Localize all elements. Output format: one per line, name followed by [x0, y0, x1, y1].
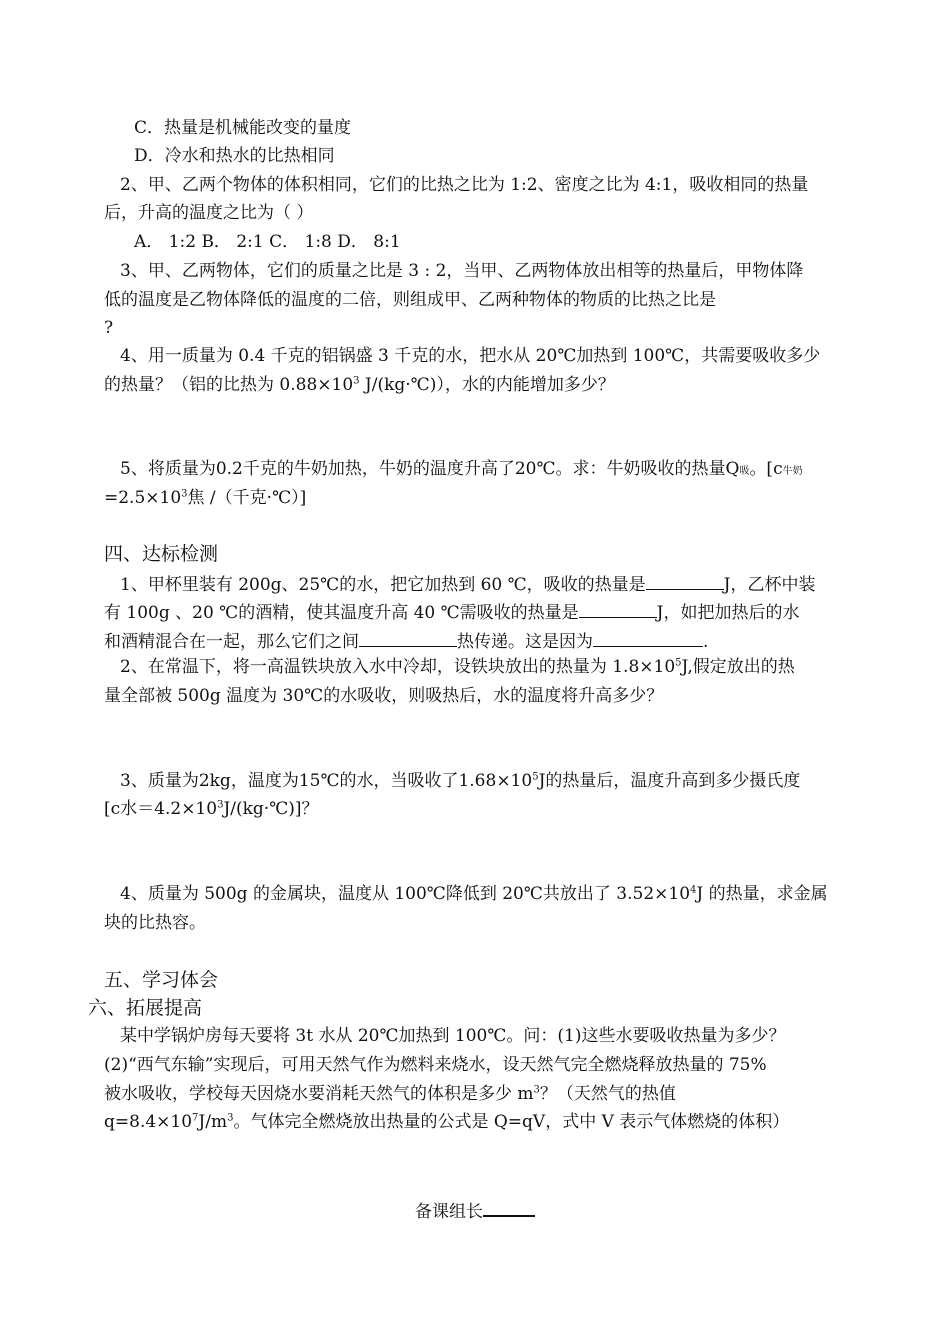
section-5-heading: 五、学习体会 — [104, 969, 219, 991]
text-segment: 3、质量为2kg，温度为15℃的水，当吸收了1.68×10 — [120, 771, 533, 791]
superscript: 5 — [675, 657, 682, 669]
text-segment: J，乙杯中装 — [723, 575, 816, 595]
s4-question-1-line-1 — [120, 573, 815, 595]
text-segment: J/m — [198, 1112, 228, 1132]
superscript: 3 — [533, 1084, 540, 1096]
question-3-line-1: 3、甲、乙两物体，它们的质量之比是 3 : 2，当甲、乙两物体放出相等的热量后，甲物体降 — [120, 261, 804, 281]
section-6-heading: 六、拓展提高 — [88, 997, 203, 1019]
s6-line-4 — [104, 1112, 789, 1132]
superscript: 3 — [217, 799, 224, 811]
text-segment: 有 100g 、20 ℃的酒精，使其温度升高 40 ℃需吸收的热量是 — [104, 603, 579, 623]
answer-blank[interactable] — [646, 573, 724, 590]
signature-label: 备课组长 — [415, 1202, 483, 1222]
text-segment: 和酒精混合在一起，那么它们之间 — [104, 632, 359, 652]
text-segment: J,假定放出的热 — [681, 657, 795, 677]
s4-question-4-line-1 — [120, 884, 828, 904]
answer-blank[interactable] — [359, 630, 457, 647]
text-segment: [c水＝4.2×10 — [104, 799, 218, 819]
superscript: 3 — [353, 375, 360, 387]
question-4-line-1: 4、用一质量为 0.4 千克的铝锅盛 3 千克的水，把水从 20℃加热到 100℃，共需要吸收多少 — [120, 346, 821, 366]
text-segment: . — [703, 632, 709, 652]
text-segment: J 的热量，求金属 — [696, 884, 828, 904]
text-segment: =2.5×10 — [104, 488, 182, 508]
s4-question-1-line-2 — [104, 601, 799, 623]
superscript: 5 — [532, 771, 539, 783]
text-segment: 热传递。这是因为 — [457, 632, 593, 652]
text-segment: J的热量后，温度升高到多少摄氏度 — [538, 771, 801, 791]
answer-blank[interactable] — [593, 630, 703, 647]
text-segment: 的热量？（铝的比热为 0.88×10 — [104, 375, 354, 395]
text-segment: J/(kg·℃)），水的内能增加多少？ — [359, 375, 615, 395]
s4-question-2-line-2: 量全部被 500g 温度为 30℃的水吸收，则吸热后，水的温度将升高多少？ — [104, 686, 664, 706]
option-c: C．热量是机械能改变的量度 — [134, 118, 352, 138]
question-2-line-1: 2、甲、乙两个物体的体积相同，它们的比热之比为 1:2、密度之比为 4:1，吸收相同的热量 — [120, 175, 809, 195]
text-segment: 被水吸收，学校每天因烧水要消耗天然气的体积是多少 m — [104, 1084, 534, 1104]
text-segment: 4、质量为 500g 的金属块，温度从 100℃降低到 20℃共放出了 3.52×10 — [120, 884, 691, 904]
s6-line-2: (2)“西气东输”实现后，可用天然气作为燃料来烧水，设天然气完全燃烧释放热量的 75% — [104, 1055, 767, 1075]
text-segment: 。[c — [749, 459, 783, 479]
question-4-line-2 — [104, 375, 615, 395]
subscript: 吸 — [739, 466, 750, 477]
text-segment: 5、将质量为0.2千克的牛奶加热，牛奶的温度升高了20℃。求：牛奶吸收的热量Q — [120, 459, 740, 479]
signature-line — [0, 1197, 950, 1222]
question-5-line-2 — [104, 488, 306, 508]
s4-question-3-line-1 — [120, 771, 800, 791]
s4-question-2-line-1 — [120, 657, 795, 677]
s4-question-3-line-2 — [104, 799, 319, 819]
question-5-line-1 — [120, 459, 803, 482]
text-segment: 1、甲杯里装有 200g、25℃的水，把它加热到 60 ℃，吸收的热量是 — [120, 575, 646, 595]
answer-blank[interactable] — [579, 601, 657, 618]
section-4-heading: 四、达标检测 — [104, 543, 219, 565]
option-d: D．冷水和热水的比热相同 — [134, 146, 335, 166]
text-segment: 。气体完全燃烧放出热量的公式是 Q=qV，式中 V 表示气体燃烧的体积） — [233, 1112, 790, 1132]
question-2-options: A． 1:2 B． 2:1 C． 1:8 D． 8:1 — [134, 232, 401, 252]
text-segment: J/(kg·℃)]？ — [223, 799, 319, 819]
s6-line-1: 某中学锅炉房每天要将 3t 水从 20℃加热到 100℃。问：(1)这些水要吸收热量为多少？ — [120, 1026, 786, 1046]
text-segment: 2、在常温下，将一高温铁块放入水中冷却，设铁块放出的热量为 1.8×10 — [120, 657, 676, 677]
s6-line-3 — [104, 1084, 676, 1104]
question-3-line-3: ? — [104, 318, 114, 338]
question-3-line-2: 低的温度是乙物体降低的温度的二倍，则组成甲、乙两种物体的物质的比热之比是 — [104, 290, 716, 310]
superscript: 3 — [181, 488, 188, 500]
text-segment: q=8.4×10 — [104, 1112, 193, 1132]
superscript: 7 — [192, 1112, 199, 1124]
question-2-line-2: 后，升高的温度之比为（ ） — [104, 203, 314, 223]
text-segment: J，如把加热后的水 — [656, 603, 800, 623]
text-segment: ？（天然气的热值 — [539, 1084, 676, 1104]
s4-question-4-line-2: 块的比热容。 — [104, 913, 206, 933]
s4-question-1-line-3 — [104, 630, 708, 652]
subscript: 牛奶 — [782, 466, 803, 477]
text-segment: 焦 /（千克·℃）] — [187, 488, 307, 508]
superscript: 4 — [690, 884, 697, 896]
superscript: 3 — [227, 1112, 234, 1124]
signature-blank[interactable] — [483, 1199, 535, 1217]
